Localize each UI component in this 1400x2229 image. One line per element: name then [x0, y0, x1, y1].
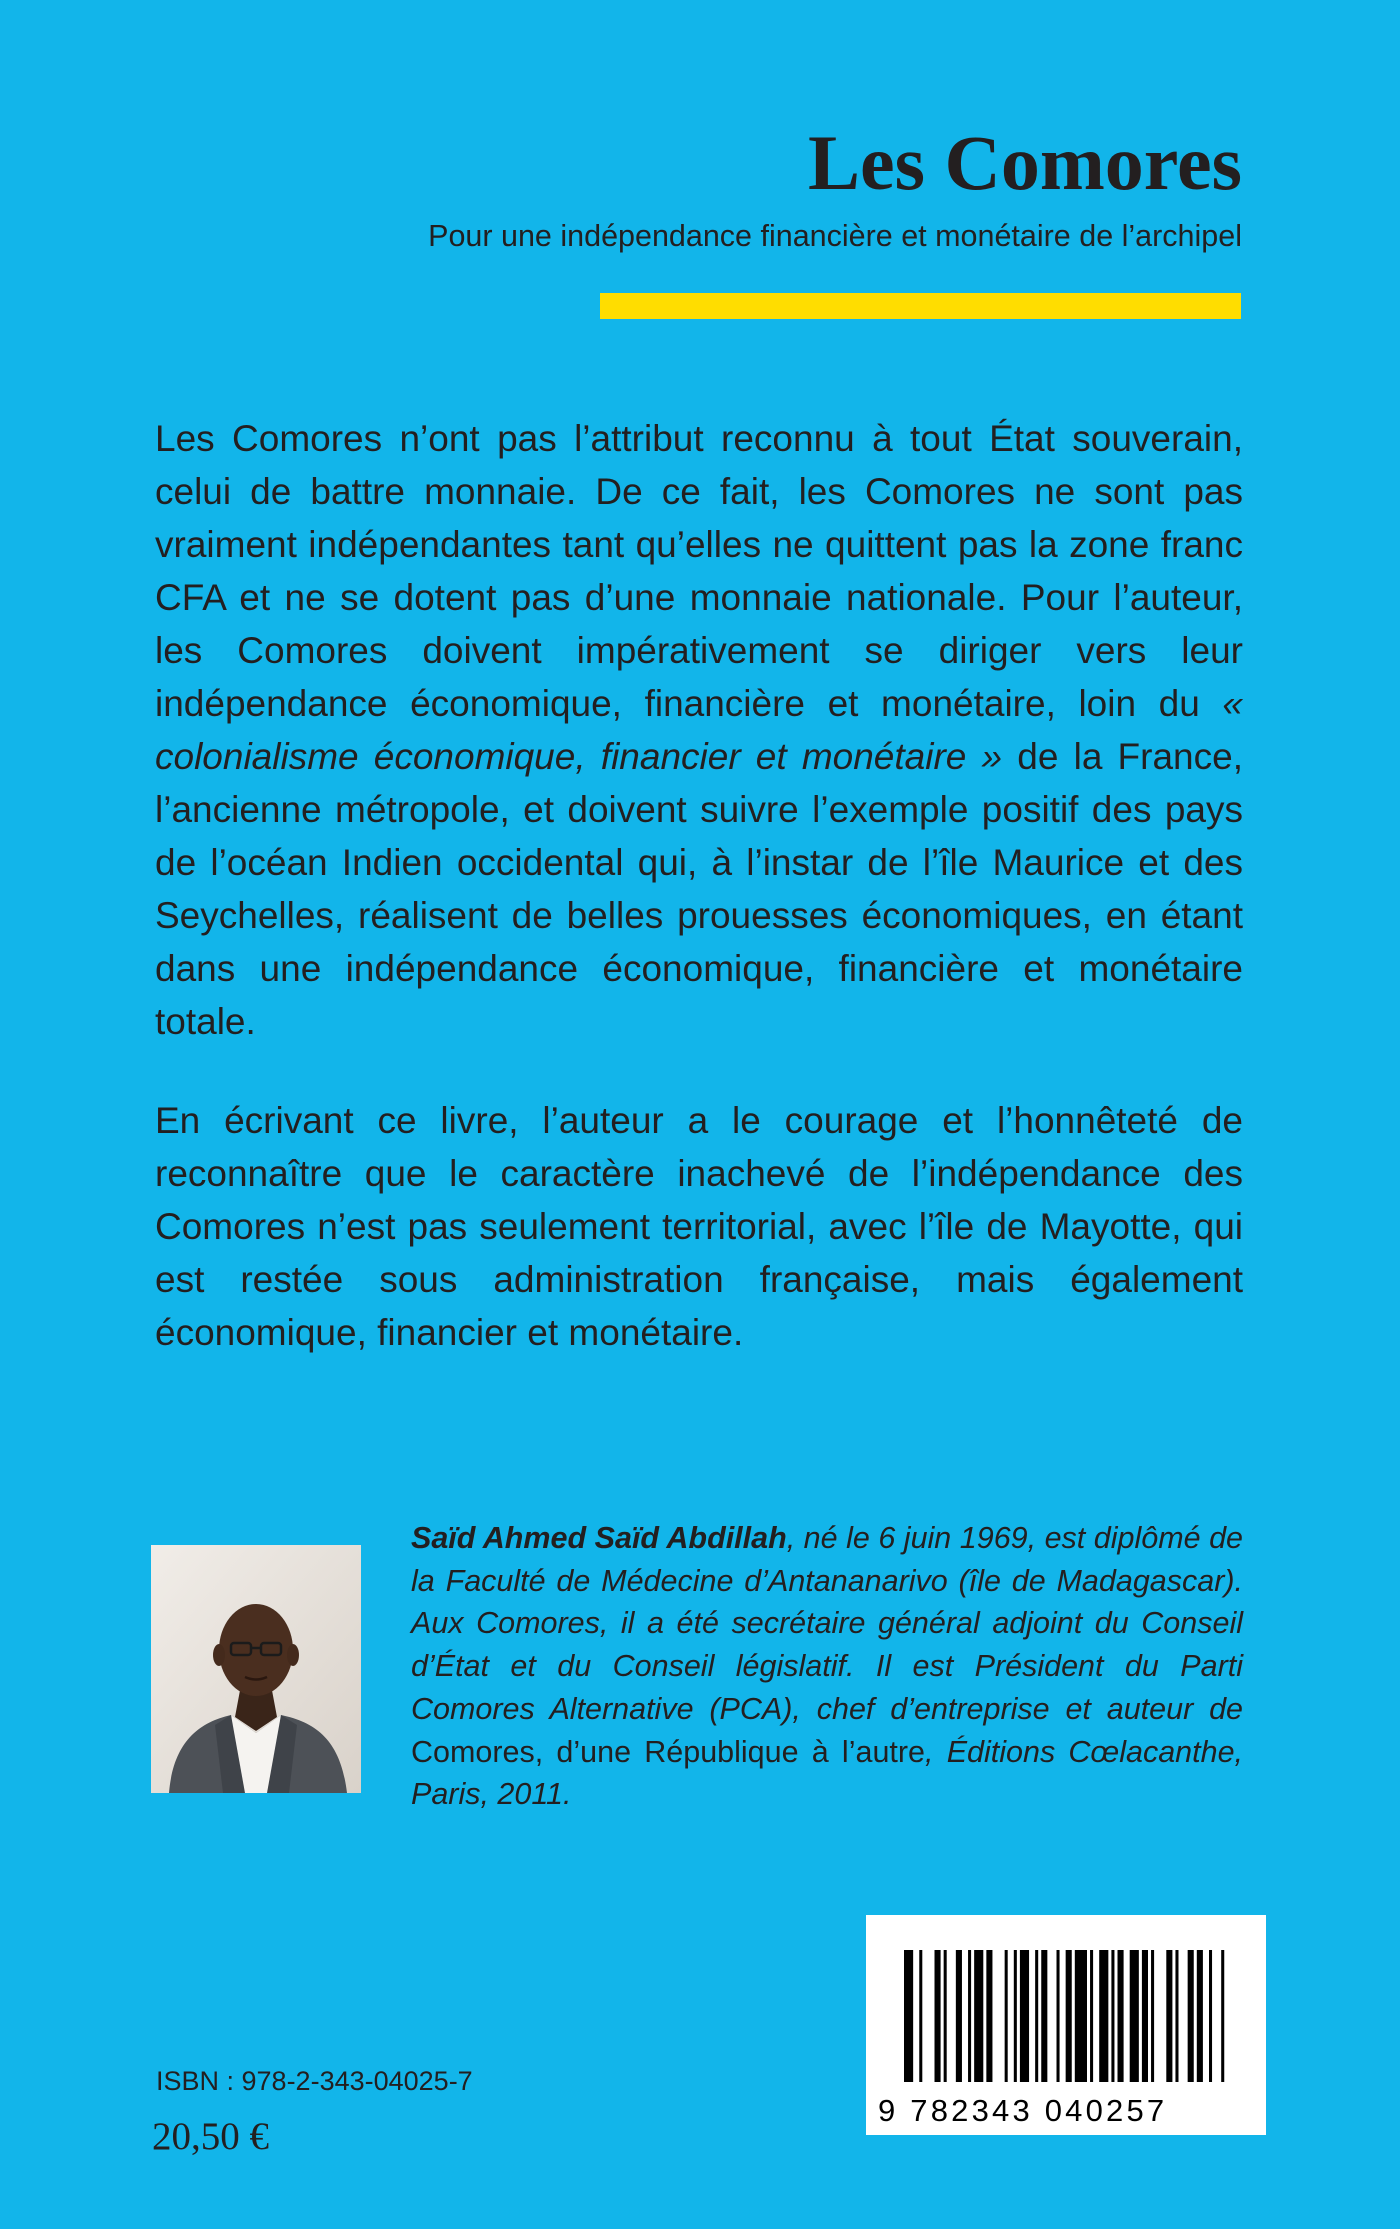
summary-paragraph-2: En écrivant ce livre, l’auteur a le courage et l’honnêteté de reconnaître que le caractère inachevé de l’indépendance des Comores n’est pas seulement territorial, avec l’île de Mayotte, qui est restée sous administration française, mais également économique, financier et monétaire. [155, 1100, 1243, 1353]
summary-p1-text: Les Comores n’ont pas l’attribut reconnu à tout État souverain, celui de battre monnaie. De ce fait, les Comores ne sont pas vraiment indépendantes tant qu’elles ne quittent pas la zone franc CFA et ne se dotent pas d’une monnaie nationale. Pour l’auteur, les Comores doivent impérativement se diriger vers leur indépendance économique, financière et monétaire, loin du [155, 418, 1243, 724]
author-bio-end: , Éditions Cœlacanthe, Paris, 2011. [411, 1734, 1244, 1812]
book-title: Les Comores [808, 119, 1242, 206]
author-photo [151, 1545, 361, 1793]
author-name: Saïd Ahmed Saïd Abdillah [411, 1521, 787, 1555]
barcode-digits: 9 782343 040257 [878, 2093, 1168, 2128]
yellow-rule [600, 293, 1241, 319]
barcode [866, 1915, 1266, 2135]
summary-p1-text-end: de la France, l’ancienne métropole, et doivent suivre l’exemple positif des pays de l’océan Indien occidental qui, à l’instar de l’île Maurice et des Seychelles, réalisent de belles prouesses économiques, en étant dans une indépendance économique, financière et monétaire totale. [155, 736, 1243, 1042]
summary-p1-quote: « colonialisme économique, financier et monétaire » [155, 683, 1243, 777]
book-subtitle: Pour une indépendance financière et monétaire de l’archipel [428, 219, 1242, 253]
price: 20,50 € [152, 2115, 269, 2158]
author-bio [411, 1517, 1243, 1816]
author-book-title: Comores, d’une République à l’autre [411, 1734, 926, 1769]
author-bio-text: , né le 6 juin 1969, est diplômé de la Faculté de Médecine d’Antananarivo (île de Madagascar). Aux Comores, il a été secrétaire général adjoint du Conseil d’État et du Conseil législatif. Il est Président du Parti Comores Alternative (PCA), chef d’entreprise et auteur de [411, 1521, 1243, 1726]
summary-paragraph-1 [155, 412, 1243, 1048]
isbn: ISBN : 978-2-343-04025-7 [156, 2066, 473, 2096]
